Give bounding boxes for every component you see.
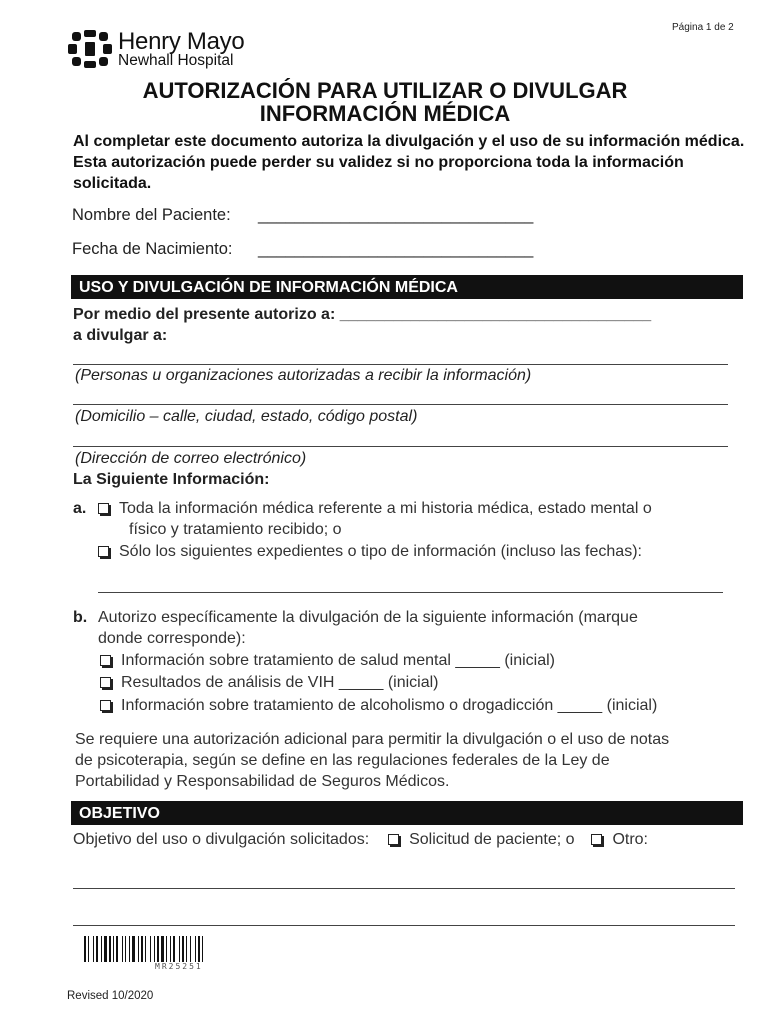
option-a-label: a.: [73, 500, 87, 517]
purpose-blank-line-2[interactable]: [73, 925, 735, 926]
psychotherapy-note-line: Se requiere una autorización adicional para permitir la divulgación o el uso de notas: [75, 731, 670, 748]
psychotherapy-note: [75, 729, 669, 792]
option-a-all-info[interactable]: [98, 500, 738, 518]
barcode: [84, 936, 296, 962]
checkbox[interactable]: [98, 503, 109, 514]
logo-subtitle: Newhall Hospital: [118, 52, 234, 69]
option-b-label: b.: [73, 609, 88, 626]
logo-name: Henry Mayo: [118, 28, 245, 55]
option-b-text-2: donde corresponde):: [98, 630, 246, 647]
hiv-results-option[interactable]: [100, 674, 439, 692]
page-number: Página 1 de 2: [672, 22, 734, 33]
recipient-caption: (Personas u organizaciones autorizadas a recibir la información): [75, 367, 532, 384]
email-blank-line[interactable]: [73, 446, 728, 447]
mental-health-text: Información sobre tratamiento de salud mental _____ (inicial): [121, 652, 556, 669]
option-a1-text-cont: físico y tratamiento recibido; o: [129, 521, 342, 538]
barcode-text: MR25251: [155, 962, 203, 971]
hiv-results-text: Resultados de análisis de VIH _____ (inicial): [121, 674, 439, 691]
checkbox-patient-request[interactable]: [388, 834, 399, 845]
birth-date-blank[interactable]: ______________________________: [258, 240, 534, 258]
checkbox[interactable]: [98, 546, 109, 557]
option-a2-text: Sólo los siguientes expedientes o tipo de información (incluso las fechas):: [119, 543, 642, 560]
address-blank-line[interactable]: [73, 404, 728, 405]
intro-paragraph: Al completar este documento autoriza la divulgación y el uso de su información médica. Esta autorización puede perder su validez si no proporciona toda la información solicitada.: [73, 133, 745, 192]
following-info-label: La Siguiente Información:: [73, 471, 270, 488]
title-line-2: INFORMACIÓN MÉDICA: [259, 101, 511, 126]
mental-health-option[interactable]: [100, 652, 555, 670]
address-caption: (Domicilio – calle, ciudad, estado, código postal): [75, 408, 418, 425]
birth-date-field[interactable]: [72, 240, 572, 262]
purpose-blank-line-1[interactable]: [73, 888, 735, 889]
other-text: Otro:: [612, 831, 648, 848]
psychotherapy-note-line: de psicoterapia, según se define en las regulaciones federales de la Ley de: [75, 752, 610, 769]
checkbox[interactable]: [100, 655, 111, 666]
patient-name-blank[interactable]: ______________________________: [258, 206, 534, 224]
hospital-cross-icon: [68, 30, 112, 68]
hospital-logo: [68, 28, 258, 70]
authorize-line[interactable]: Por medio del presente autorizo a: ___________________________________: [73, 306, 652, 323]
purpose-label: Objetivo del uso o divulgación solicitados:: [73, 831, 370, 848]
recipient-blank-line[interactable]: [73, 364, 728, 365]
email-caption: (Dirección de correo electrónico): [75, 450, 307, 467]
title-line-1: AUTORIZACIÓN PARA UTILIZAR O DIVULGAR: [142, 78, 628, 103]
patient-request-text: Solicitud de paciente; o: [409, 831, 575, 848]
patient-name-label: Nombre del Paciente:: [72, 206, 231, 224]
section-purpose-header: OBJETIVO: [71, 801, 743, 825]
document-title: [40, 79, 730, 125]
option-a-specific-records[interactable]: [98, 543, 738, 561]
option-a1-text: Toda la información médica referente a mi historia médica, estado mental o: [119, 500, 652, 517]
birth-date-label: Fecha de Nacimiento:: [72, 240, 233, 258]
substance-abuse-text: Información sobre tratamiento de alcoholismo o drogadicción _____ (inicial): [121, 697, 658, 714]
specific-records-blank-line[interactable]: [98, 592, 723, 593]
section-use-disclosure-header: USO Y DIVULGACIÓN DE INFORMACIÓN MÉDICA: [71, 275, 743, 299]
checkbox-other[interactable]: [591, 834, 602, 845]
disclose-to-label: a divulgar a:: [73, 327, 168, 344]
option-b-text-1: Autorizo específicamente la divulgación de la siguiente información (marque: [98, 609, 638, 626]
psychotherapy-note-line: Portabilidad y Responsabilidad de Seguros Médicos.: [75, 773, 450, 790]
purpose-row: [73, 831, 648, 849]
revision-date: Revised 10/2020: [67, 990, 154, 1002]
checkbox[interactable]: [100, 700, 111, 711]
substance-abuse-option[interactable]: [100, 697, 657, 715]
checkbox[interactable]: [100, 677, 111, 688]
patient-name-field[interactable]: [72, 206, 572, 228]
